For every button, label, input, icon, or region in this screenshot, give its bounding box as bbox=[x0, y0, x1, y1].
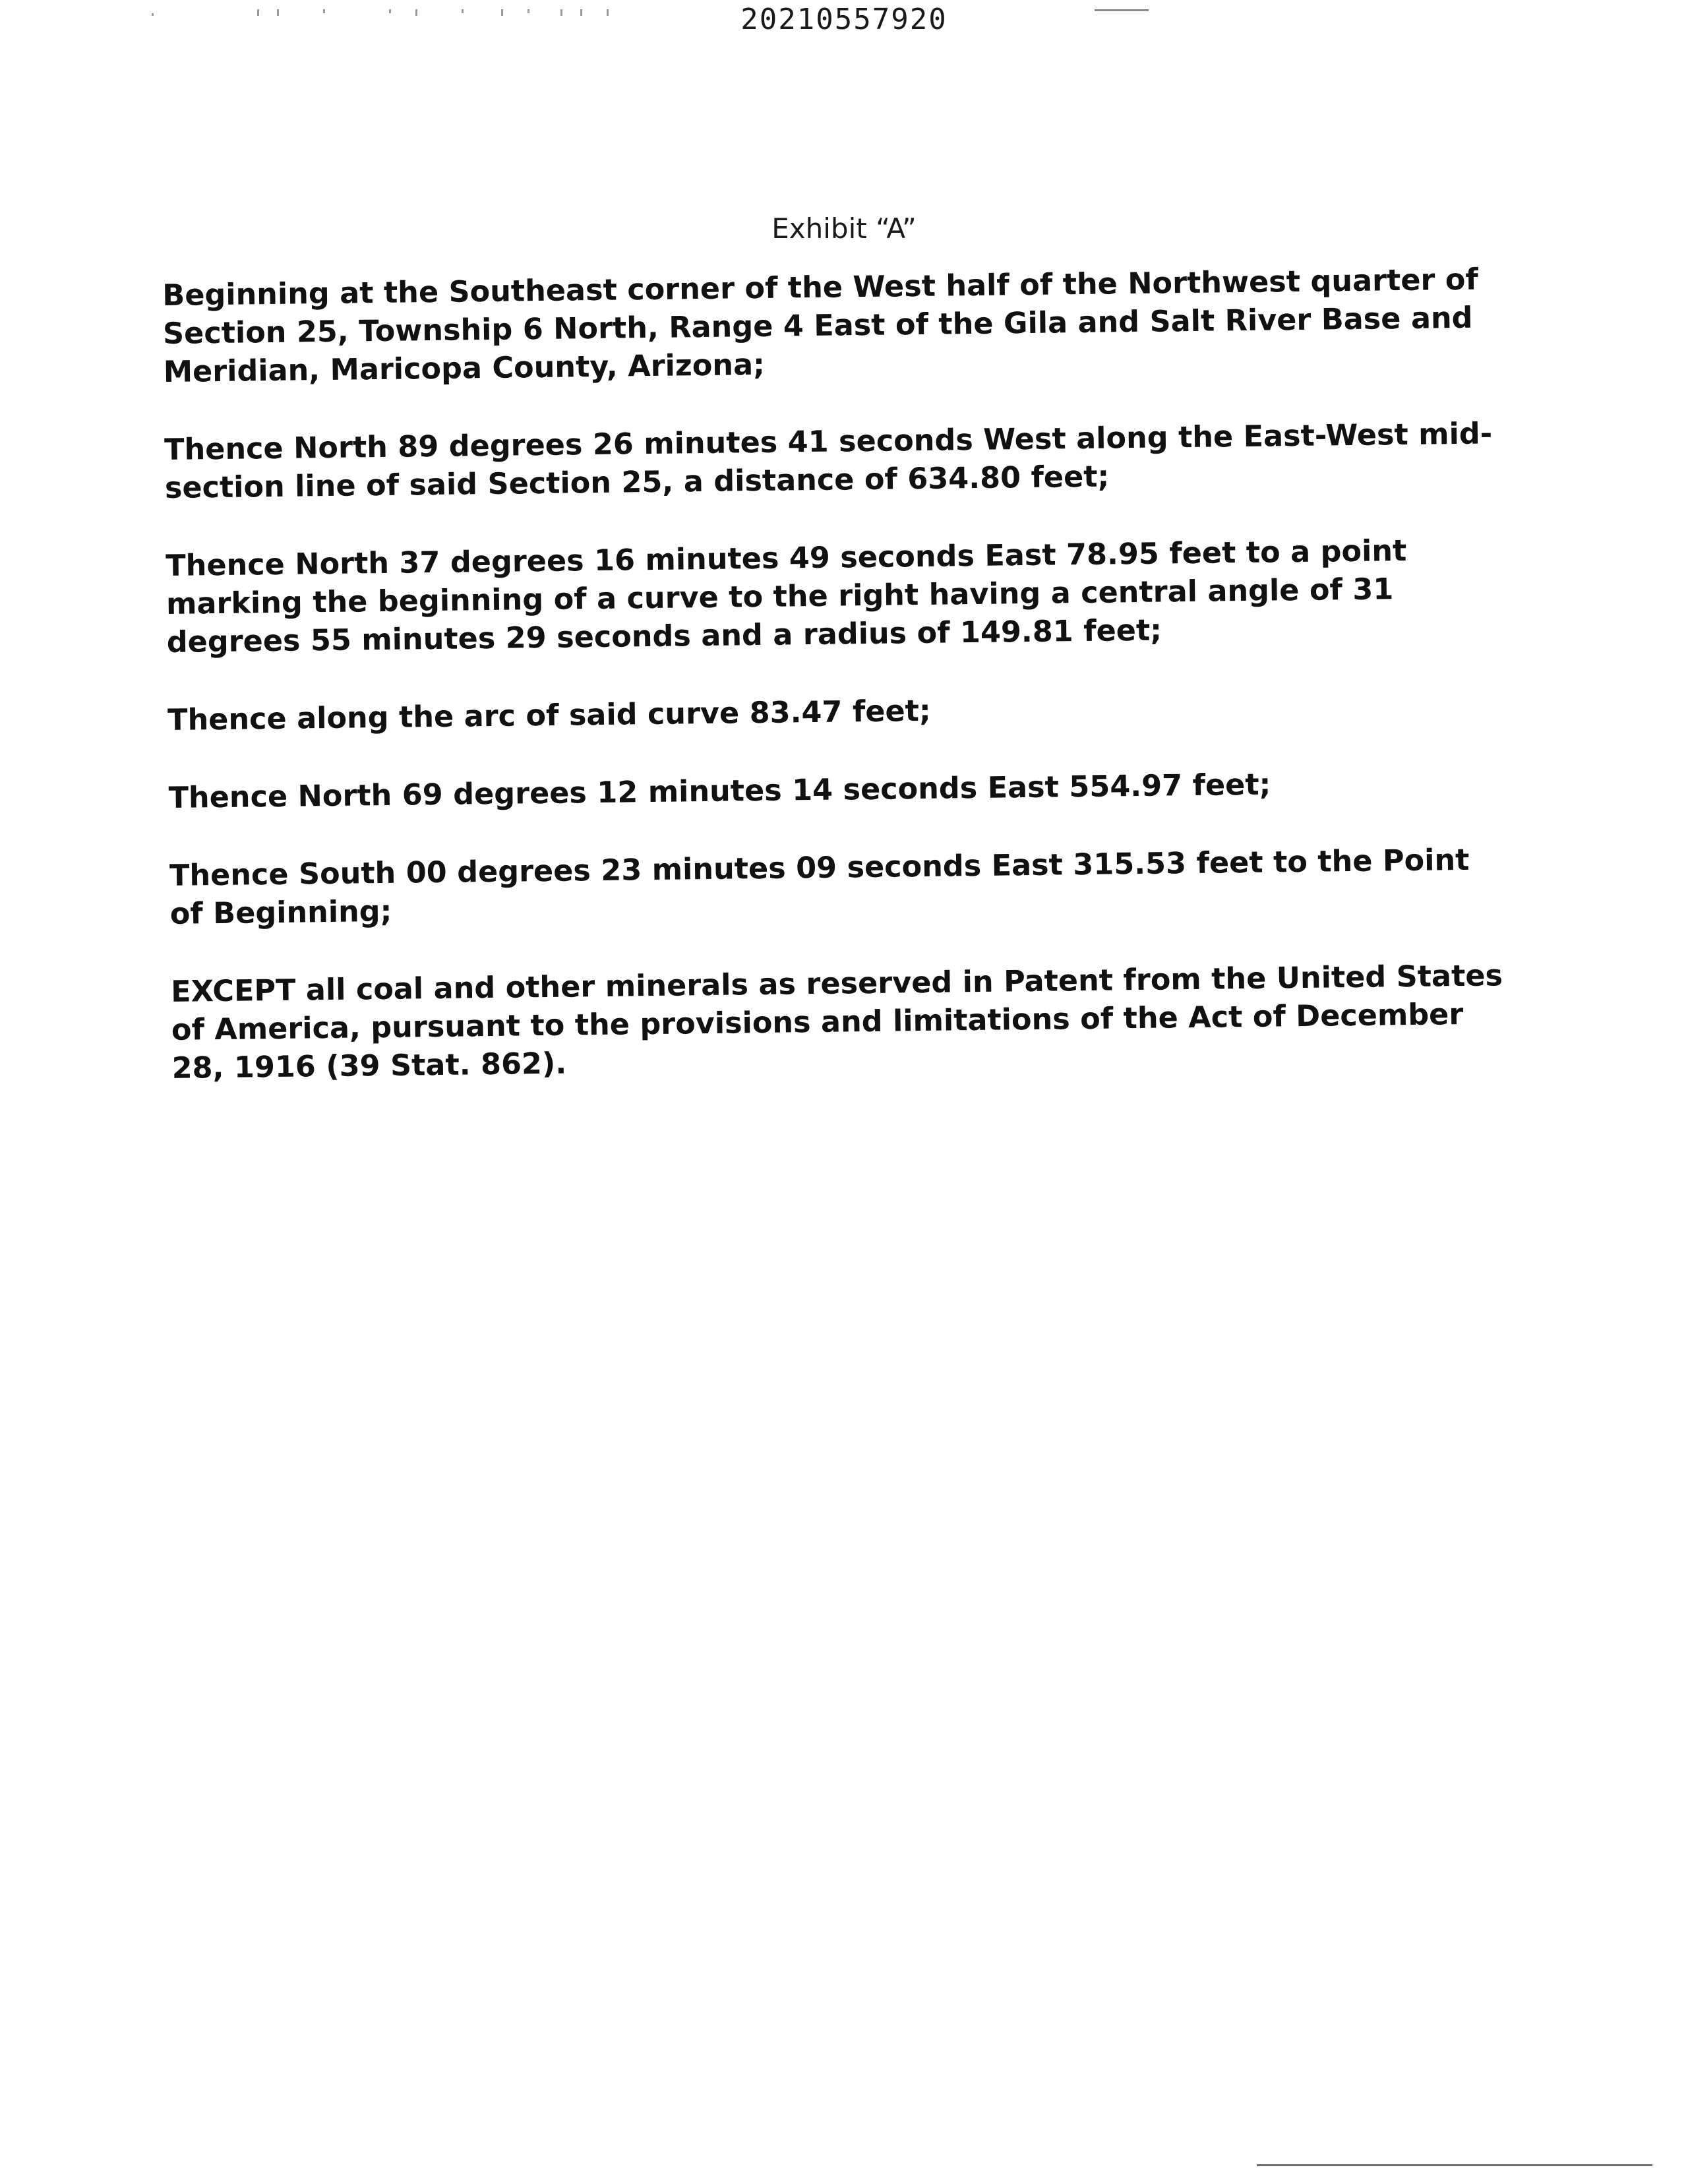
paragraph-course-1: Thence North 89 degrees 26 minutes 41 seconds West along the East-West mid-section line of said Section 25, a distance of 634.80 feet; bbox=[164, 417, 1493, 505]
bottom-rule bbox=[1257, 2164, 1652, 2166]
paragraph-course-3: Thence North 69 degrees 12 minutes 14 seconds East 554.97 feet; bbox=[168, 768, 1271, 815]
scan-artifacts bbox=[152, 9, 613, 22]
paragraph-course-2: Thence North 37 degrees 16 minutes 49 seconds East 78.95 feet to a point marking the beginning of a curve to the right having a central angle of 31 degrees 55 minutes 29 seconds and a radius of 149.81 feet; bbox=[166, 533, 1407, 659]
paragraph-course-4: Thence South 00 degrees 23 minutes 09 seconds East 315.53 feet to the Point of Beginning; bbox=[169, 843, 1470, 931]
scan-mark bbox=[1095, 9, 1149, 11]
recording-number: 20210557920 bbox=[740, 3, 948, 36]
paragraph-arc: Thence along the arc of said curve 83.47 feet; bbox=[167, 694, 932, 737]
paragraph-beginning: Beginning at the Southeast corner of the West half of the Northwest quarter of Section 25, Township 6 North, Range 4 East of the Gila and Salt River Base and Meridian, Maricopa County, Arizona; bbox=[162, 262, 1479, 389]
paragraph-exception: EXCEPT all coal and other minerals as reserved in Patent from the United States of America, pursuant to the provisions and limitations of the Act of December 28, 1916 (39 Stat. 862). bbox=[170, 959, 1503, 1085]
legal-description bbox=[162, 260, 1505, 1128]
exhibit-title: Exhibit “A” bbox=[771, 212, 917, 245]
